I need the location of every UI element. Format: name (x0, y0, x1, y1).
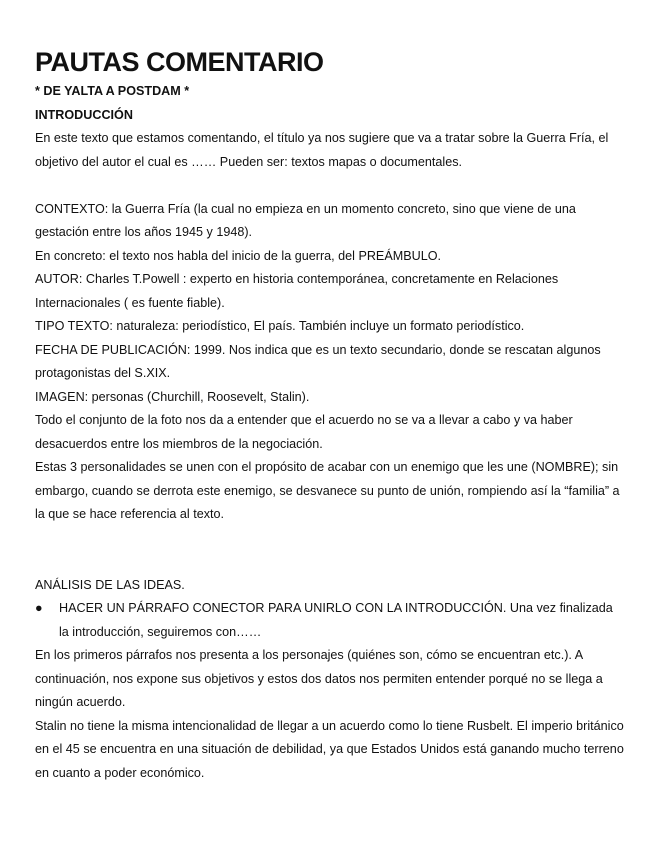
concrete-paragraph: En concreto: el texto nos habla del inicio de la guerra, del PREÁMBULO. (35, 248, 442, 263)
personalities-paragraph: Estas 3 personalidades se unen con el propósito de acabar con un enemigo que les une (NOMBRE); sin embargo, cuando se derrota este enemigo, se desvanece su punto de unión, rompiendo así la “familia” a la que se hace referencia al texto. (35, 460, 620, 521)
photo-meaning-paragraph: Todo el conjunto de la foto nos da a entender que el acuerdo no se va a llevar a cabo y va haber desacuerdos entre los miembros de la negociación. (35, 413, 573, 451)
intro-paragraph: En este texto que estamos comentando, el título ya nos sugiere que va a tratar sobre la Guerra Fría, el objetivo del autor el cual es …… Pueden ser: textos mapas o documentales. (35, 131, 609, 169)
document-title: PAUTAS COMENTARIO (35, 47, 324, 77)
author-paragraph: AUTOR: Charles T.Powell : experto en historia contemporánea, concretamente en Relaciones Internacionales ( es fuente fiable). (35, 272, 559, 310)
analysis-heading: ANÁLISIS DE LAS IDEAS. (35, 577, 185, 592)
publication-date-paragraph: FECHA DE PUBLICACIÓN: 1999. Nos indica que es un texto secundario, donde se rescatan algunos protagonistas del S.XIX. (35, 342, 601, 380)
document-subtitle: * DE YALTA A POSTDAM * (35, 84, 190, 98)
image-paragraph: IMAGEN: personas (Churchill, Roosevelt, Stalin). (35, 389, 310, 404)
context-paragraph: CONTEXTO: la Guerra Fría (la cual no empieza en un momento concreto, sino que viene de una gestación entre los años 1945 y 1948). (35, 201, 576, 239)
bullet-item (35, 597, 625, 644)
bullet-icon: ● (35, 601, 43, 615)
analysis-paragraph-2: Stalin no tiene la misma intencionalidad de llegar a un acuerdo como lo tiene Rusbelt. El imperio británico en el 45 se encuentra en una situación de debilidad, ya que Estados Unidos está ganando mucho terreno en cuanto a poder económico. (35, 718, 624, 780)
spacer (35, 174, 625, 198)
text-type-paragraph: TIPO TEXTO: naturaleza: periodístico, El país. También incluye un formato periodístico. (35, 319, 525, 333)
intro-heading: INTRODUCCIÓN (35, 107, 133, 122)
spacer (35, 527, 625, 574)
document-page (35, 44, 625, 785)
bullet-text: HACER UN PÁRRAFO CONECTOR PARA UNIRLO CON LA INTRODUCCIÓN. Una vez finalizada la introducción, seguiremos con…… (59, 601, 613, 639)
analysis-paragraph-1: En los primeros párrafos nos presenta a los personajes (quiénes son, cómo se encuentran etc.). A continuación, nos expone sus objetivos y estos dos datos nos permiten entender porqué no se llega a ningún acuerdo. (35, 648, 603, 709)
